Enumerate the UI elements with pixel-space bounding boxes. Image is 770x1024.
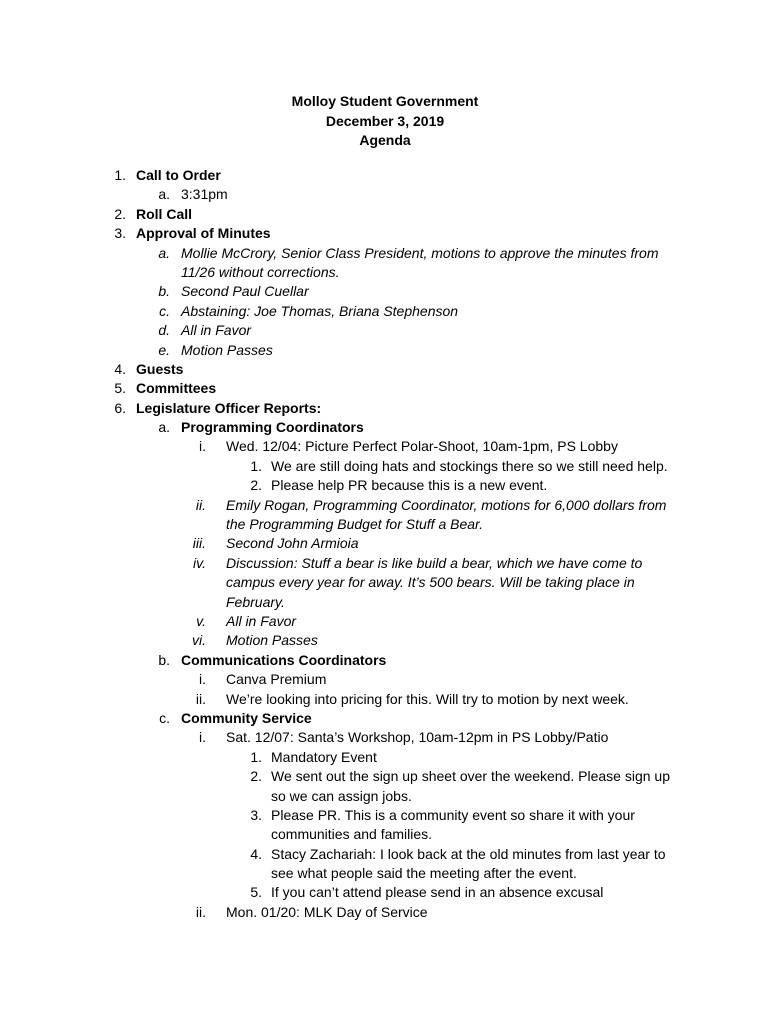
agenda-text: Call to Order bbox=[136, 167, 221, 183]
agenda-text: Approval of Minutes bbox=[136, 225, 271, 242]
document-title: Agenda bbox=[359, 132, 411, 148]
list-marker: a. bbox=[158, 419, 170, 436]
agenda-text: All in Favor bbox=[226, 612, 297, 629]
agenda-line bbox=[0, 631, 770, 650]
agenda-line bbox=[0, 883, 770, 902]
meeting-date: December 3, 2019 bbox=[325, 112, 445, 129]
agenda-text: the Programming Budget for Stuff a Bear. bbox=[226, 516, 484, 533]
list-marker: 5. bbox=[114, 380, 126, 397]
list-marker: i. bbox=[199, 729, 206, 746]
agenda-text: Guests bbox=[136, 360, 184, 377]
list-marker: iii. bbox=[192, 535, 206, 552]
agenda-text: All in Favor bbox=[181, 322, 252, 339]
list-marker: v. bbox=[196, 612, 206, 629]
agenda-line bbox=[0, 515, 770, 534]
list-marker: 4. bbox=[114, 360, 126, 377]
agenda-line bbox=[0, 670, 770, 689]
agenda-text: Abstaining: Joe Thomas, Briana Stephenson bbox=[181, 302, 459, 319]
agenda-line bbox=[0, 612, 770, 631]
agenda-text: Second John Armioia bbox=[226, 535, 359, 552]
agenda-text: Please help PR because this is a new event. bbox=[271, 477, 548, 494]
agenda-text: Please PR. This is a community event so share it with your bbox=[271, 806, 635, 823]
list-marker: ii. bbox=[195, 690, 206, 707]
org-name: Molloy Student Government bbox=[291, 93, 479, 109]
list-marker: c. bbox=[159, 709, 170, 726]
agenda-text: Community Service bbox=[181, 709, 312, 726]
agenda-text: communities and families. bbox=[271, 826, 433, 843]
list-marker: a. bbox=[158, 244, 170, 261]
agenda-line bbox=[0, 787, 770, 806]
list-marker: vi. bbox=[192, 632, 206, 649]
agenda-line bbox=[0, 166, 770, 185]
agenda-text: Motion Passes bbox=[181, 341, 273, 358]
agenda-line bbox=[0, 379, 770, 398]
list-marker: 1. bbox=[114, 167, 126, 183]
agenda-line bbox=[0, 321, 770, 340]
agenda-text: We are still doing hats and stockings there so we still need help. bbox=[271, 457, 668, 474]
agenda-text: Sat. 12/07: Santa’s Workshop, 10am-12pm in PS Lobby/Patio bbox=[226, 729, 609, 746]
agenda-text: Programming Coordinators bbox=[181, 419, 364, 436]
list-marker: 2. bbox=[114, 205, 126, 222]
agenda-text: Mandatory Event bbox=[271, 748, 377, 765]
agenda-line bbox=[0, 302, 770, 321]
agenda-text: Roll Call bbox=[136, 205, 193, 222]
agenda-text: Canva Premium bbox=[226, 671, 327, 688]
agenda-text: We sent out the sign up sheet over the weekend. Please sign up bbox=[271, 768, 670, 785]
list-marker: 3. bbox=[114, 225, 126, 242]
list-marker: 1. bbox=[250, 457, 262, 474]
list-marker: b. bbox=[158, 651, 170, 668]
agenda-text: so we can assign jobs. bbox=[271, 787, 412, 804]
agenda-line bbox=[0, 690, 770, 709]
list-marker: 2. bbox=[250, 768, 262, 785]
agenda-line bbox=[0, 825, 770, 844]
agenda-line bbox=[0, 437, 770, 456]
document-header bbox=[0, 92, 770, 151]
agenda-line bbox=[0, 205, 770, 224]
list-marker: 5. bbox=[250, 884, 262, 901]
agenda-text: see what people said the meeting after the event. bbox=[271, 865, 577, 882]
agenda-text: Emily Rogan, Programming Coordinator, motions for 6,000 dollars from bbox=[226, 496, 667, 513]
agenda-line bbox=[0, 244, 770, 263]
agenda-line bbox=[0, 554, 770, 573]
agenda-line bbox=[0, 224, 770, 243]
agenda-text: Stacy Zachariah: I look back at the old minutes from last year to bbox=[271, 845, 666, 862]
agenda-text: Discussion: Stuff a bear is like build a bear, which we have come to bbox=[226, 554, 643, 571]
list-marker: c. bbox=[159, 302, 170, 319]
list-marker: a. bbox=[158, 186, 170, 203]
agenda-line bbox=[0, 728, 770, 747]
agenda-text: Second Paul Cuellar bbox=[181, 283, 309, 300]
agenda-text: Communications Coordinators bbox=[181, 651, 387, 668]
agenda-line bbox=[0, 767, 770, 786]
agenda-text: Committees bbox=[136, 380, 217, 397]
list-marker: iv. bbox=[193, 554, 206, 571]
agenda-line bbox=[0, 496, 770, 515]
list-marker: 4. bbox=[250, 845, 262, 862]
agenda-line bbox=[0, 418, 770, 437]
agenda-line bbox=[0, 593, 770, 612]
agenda-text: Wed. 12/04: Picture Perfect Polar-Shoot, 10am-1pm, PS Lobby bbox=[226, 438, 618, 455]
agenda-line bbox=[0, 341, 770, 360]
agenda-line bbox=[0, 399, 770, 418]
list-marker: i. bbox=[199, 438, 206, 455]
agenda-list bbox=[0, 166, 770, 922]
agenda-line bbox=[0, 845, 770, 864]
agenda-line bbox=[0, 709, 770, 728]
agenda-line bbox=[0, 573, 770, 592]
agenda-text: Mollie McCrory, Senior Class President, motions to approve the minutes from bbox=[181, 244, 659, 261]
agenda-text: Motion Passes bbox=[226, 632, 318, 649]
list-marker: i. bbox=[199, 671, 206, 688]
agenda-line bbox=[0, 534, 770, 553]
agenda-text: Legislature Officer Reports: bbox=[136, 399, 322, 416]
agenda-text: Mon. 01/20: MLK Day of Service bbox=[226, 903, 428, 920]
agenda-line bbox=[0, 457, 770, 476]
list-marker: 3. bbox=[250, 806, 262, 823]
list-marker: ii. bbox=[195, 496, 206, 513]
agenda-text: February. bbox=[226, 593, 285, 610]
list-marker: b. bbox=[158, 283, 170, 300]
agenda-line bbox=[0, 263, 770, 282]
agenda-line bbox=[0, 360, 770, 379]
agenda-line bbox=[0, 282, 770, 301]
agenda-line bbox=[0, 748, 770, 767]
list-marker: d. bbox=[158, 322, 170, 339]
list-marker: e. bbox=[158, 341, 170, 358]
agenda-text: We’re looking into pricing for this. Will try to motion by next week. bbox=[226, 690, 629, 707]
agenda-text: 11/26 without corrections. bbox=[181, 263, 340, 280]
list-marker: 1. bbox=[250, 748, 262, 765]
list-marker: 2. bbox=[250, 477, 262, 494]
list-marker: ii. bbox=[195, 903, 206, 920]
agenda-line bbox=[0, 185, 770, 204]
agenda-text: campus every year for away. It’s 500 bears. Will be taking place in bbox=[226, 574, 635, 591]
agenda-line bbox=[0, 476, 770, 495]
agenda-line bbox=[0, 806, 770, 825]
agenda-line bbox=[0, 864, 770, 883]
list-marker: 6. bbox=[114, 399, 126, 416]
agenda-line bbox=[0, 903, 770, 922]
agenda-text: 3:31pm bbox=[181, 186, 228, 203]
agenda-text: If you can’t attend please send in an absence excusal bbox=[271, 884, 604, 901]
agenda-line bbox=[0, 651, 770, 670]
